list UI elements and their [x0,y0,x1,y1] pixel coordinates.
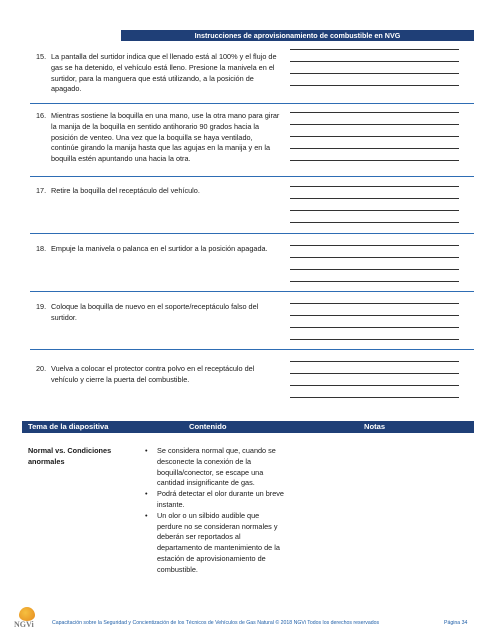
page-number: Página 34 [444,620,468,626]
logo-text: NGVi [14,620,34,629]
bullet-glyph: • [145,510,148,520]
step-number: 20. [36,364,47,373]
step-19 [36,302,281,324]
separator [30,103,474,104]
step-number: 19. [36,302,47,311]
logo-leaf-icon [19,607,35,621]
step-17 [36,186,281,197]
step-text: Retire la boquilla del receptáculo del vehículo. [51,186,200,195]
bullet-text: Un olor o un silbido audible que perdure no se consideran normales y deberán ser reportados al departamento de mantenimiento de la estación de aprovisionamiento de combustible. [157,510,280,574]
section-title-bar [121,30,474,41]
content-list [145,446,285,576]
slide-topic: Normal vs. Condiciones anormales [28,446,112,466]
step-18 [36,244,281,255]
step-16 [36,111,281,165]
separator [30,349,474,350]
list-item [145,511,285,576]
separator [30,291,474,292]
step-number: 15. [36,52,47,61]
header-content: Contenido [189,422,227,431]
step-text: Coloque la boquilla de nuevo en el soporte/receptáculo falso del surtidor. [51,302,259,322]
separator [30,233,474,234]
step-number: 16. [36,111,47,120]
header-notes: Notas [364,422,386,431]
header-topic: Tema de la diapositiva [28,422,109,431]
footer-text: Capacitación sobre la Seguridad y Concientización de los Técnicos de Vehículos de Gas Natural © 2018 NGVi Todos los derechos reservados [52,620,380,626]
step-text: Empuje la manivela o palanca en el surtidor a la posición apagada. [51,244,268,253]
bullet-glyph: • [145,489,148,499]
bullet-glyph: • [145,446,148,455]
step-number: 17. [36,186,47,195]
list-item [145,489,285,511]
section-title: Instrucciones de aprovisionamiento de combustible en NVG [194,31,401,40]
step-15 [36,52,281,95]
table-header [22,421,474,433]
bullet-text: Se considera normal que, cuando se desconecte la conexión de la boquilla/conector, se escape una cantidad insignificante de gas. [157,446,276,488]
list-item [145,446,285,489]
step-number: 18. [36,244,47,253]
footer [52,619,482,627]
step-text: La pantalla del surtidor indica que el llenado está al 100% y el flujo de gas se ha detenido, el vehículo está lleno. Presione la manivela en el surtidor, para la manguera que está utilizando, a la posición de apagado. [51,52,277,94]
step-text: Mientras sostiene la boquilla en una mano, use la otra mano para girar la manija de la boquilla en sentido antihorario 90 grados hacia la posición de venteo. Una vez que la boquilla se haya ventilado, continúe girando la manija hasta que las agujas en la manija y en la boquilla estén apuntando una hacia la otra. [51,111,280,164]
bullet-text: Podrá detectar el olor durante un breve instante. [157,489,284,509]
ngvi-logo [14,607,48,637]
step-text: Vuelva a colocar el protector contra polvo en el receptáculo del vehículo y cierre la puerta del combustible. [51,364,255,384]
separator [30,176,474,177]
step-20 [36,364,281,386]
